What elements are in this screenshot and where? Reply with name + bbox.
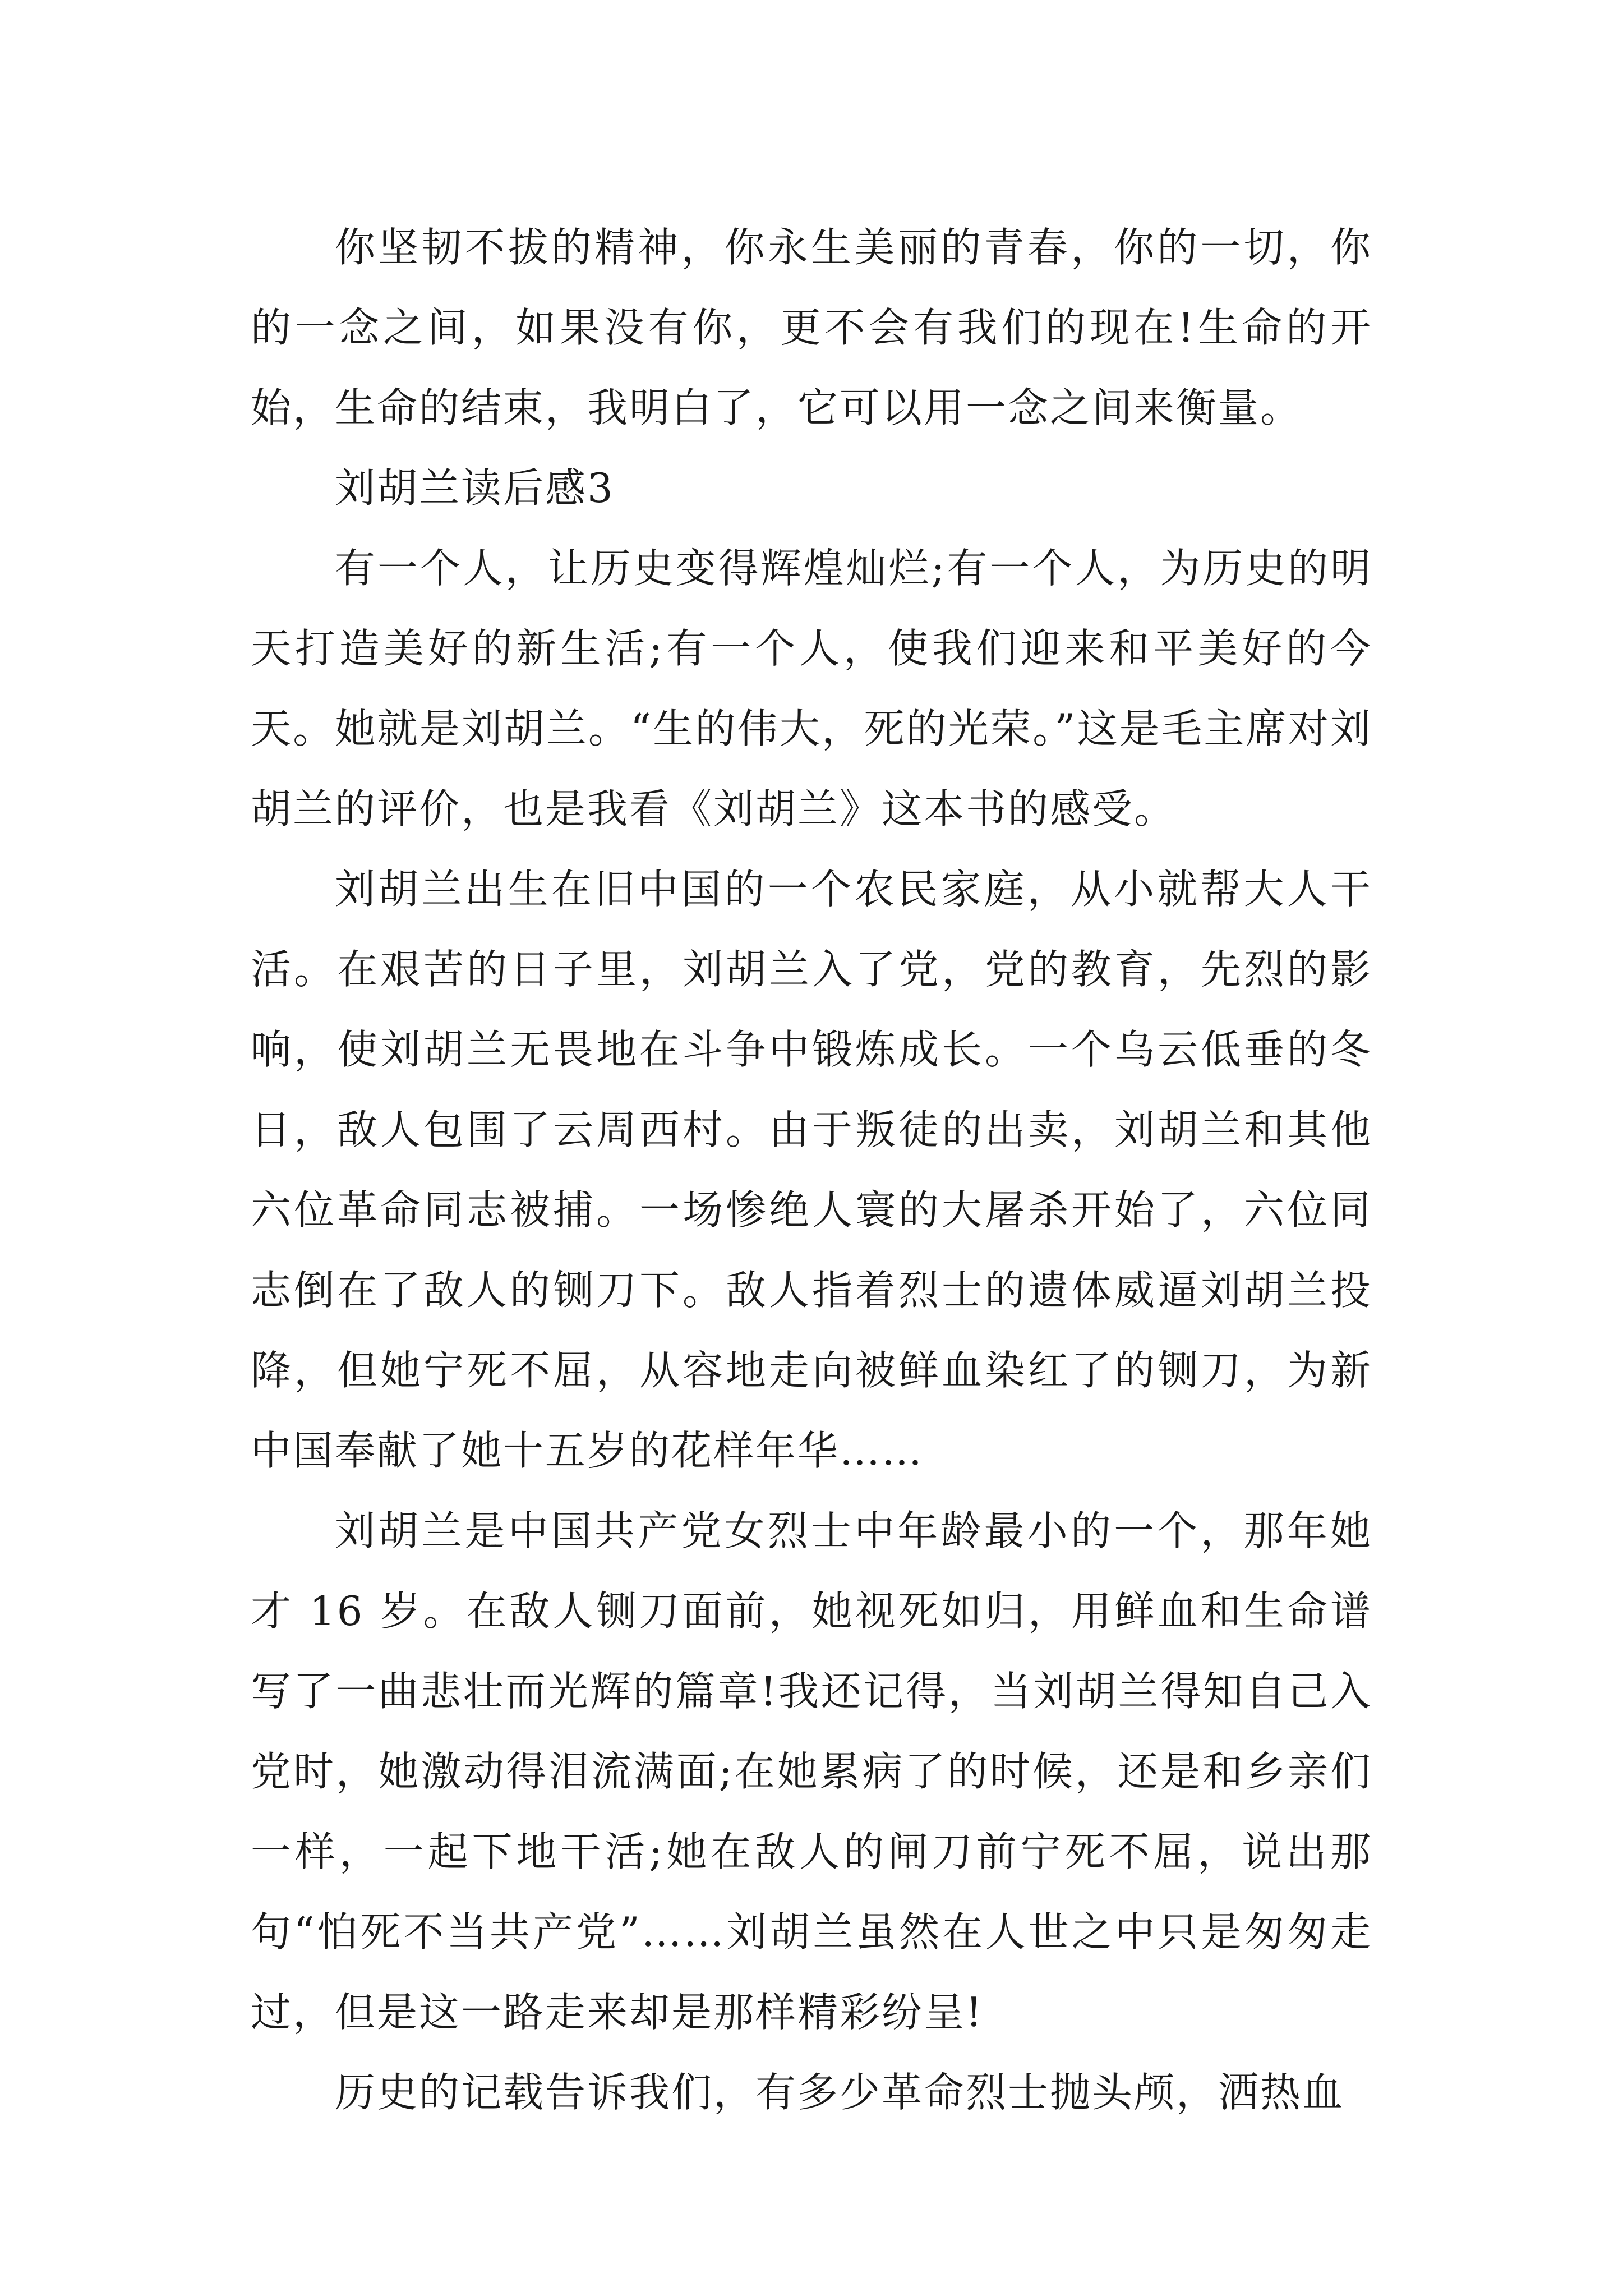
section-heading: 刘胡兰读后感3 [335,464,615,512]
paragraph-5: 历史的记载告诉我们，有多少革命烈士抛头颅，洒热血 [335,2069,1345,2116]
document-body [251,208,1372,2133]
paragraph-2: 有一个人，让历史变得辉煌灿烂;有一个人，为历史的明天打造美好的新生活;有一个人，使我们迎来和平美好的今天。她就是刘胡兰。“生的伟大，死的光荣。”这是毛主席对刘胡兰的评价，也是我看《刘胡兰》这本书的感受。 [251,545,1372,832]
paragraph-4: 刘胡兰是中国共产党女烈士中年龄最小的一个，那年她才 16 岁。在敌人铡刀面前，她视死如归，用鲜血和生命谱写了一曲悲壮而光辉的篇章!我还记得，当刘胡兰得知自己入党时，她激动得泪流满面;在她累病了的时候，还是和乡亲们一样，一起下地干活;她在敌人的闸刀前宁死不屈，说出那句“怕死不当共产党”……刘胡兰虽然在人世之中只是匆匆走过，但是这一路走来却是那样精彩纷呈! [251,1507,1372,2036]
paragraph-1: 你坚韧不拔的精神，你永生美丽的青春，你的一切，你的一念之间，如果没有你，更不会有我们的现在!生命的开始，生命的结束，我明白了，它可以用一念之间来衡量。 [251,224,1372,431]
paragraph-3: 刘胡兰出生在旧中国的一个农民家庭，从小就帮大人干活。在艰苦的日子里，刘胡兰入了党，党的教育，先烈的影响，使刘胡兰无畏地在斗争中锻炼成长。一个乌云低垂的冬日，敌人包围了云周西村。由于叛徒的出卖，刘胡兰和其他六位革命同志被捕。一场惨绝人寰的大屠杀开始了，六位同志倒在了敌人的铡刀下。敌人指着烈士的遗体威逼刘胡兰投降，但她宁死不屈，从容地走向被鲜血染红了的铡刀，为新中国奉献了她十五岁的花样年华…… [251,866,1372,1474]
